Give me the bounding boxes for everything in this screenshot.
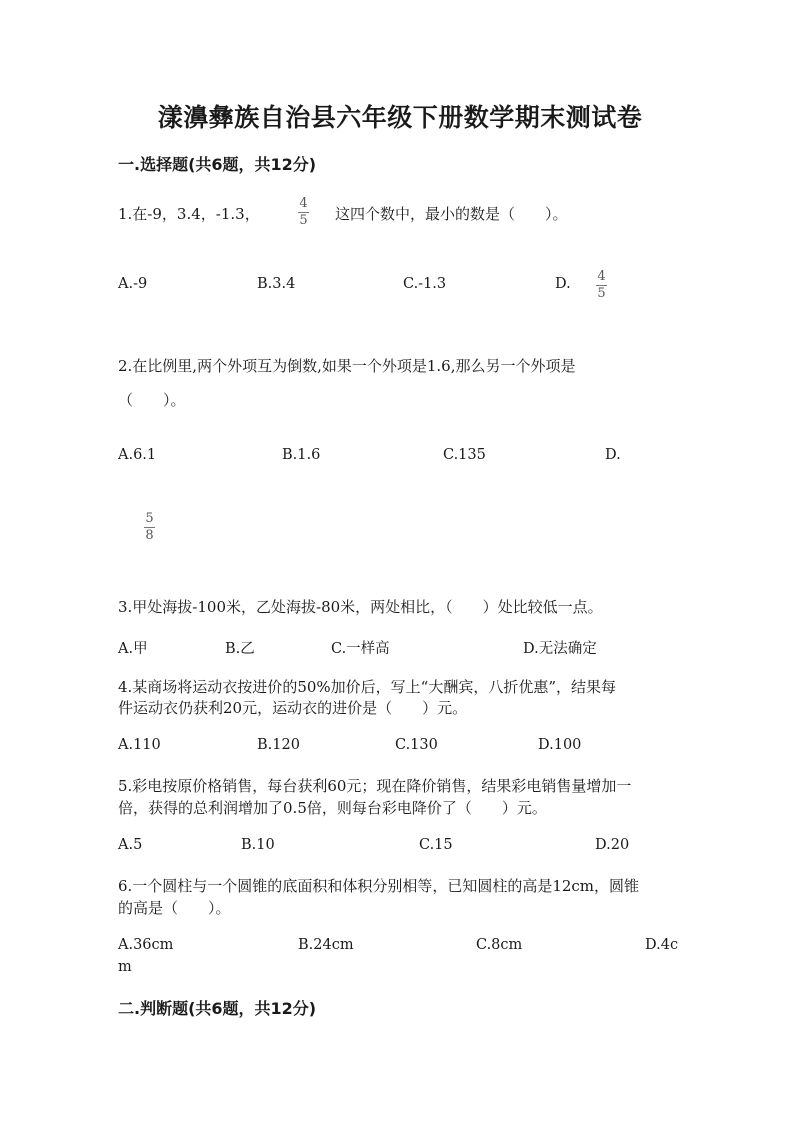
question-1-option-d[interactable]: D.	[555, 276, 571, 292]
fraction-denominator: 8	[145, 528, 154, 543]
section-heading-judgment: 二.判断题(共6题，共12分)	[118, 999, 317, 1018]
question-5-option-c[interactable]: C.15	[419, 837, 453, 853]
question-4-option-c[interactable]: C.130	[395, 737, 438, 753]
question-2-stem-line2: （ ）。	[118, 391, 186, 409]
question-1-stem-after: 这四个数中，最小的数是（ ）。	[335, 205, 568, 223]
question-5-stem-line2: 倍，获得的总利润增加了0.5倍，则每台彩电降价了（ ）元。	[118, 799, 547, 817]
question-4-option-b[interactable]: B.120	[257, 737, 300, 753]
question-1-option-a[interactable]: A.-9	[118, 276, 148, 292]
question-2-option-c[interactable]: C.135	[443, 447, 486, 463]
question-3-stem: 3.甲处海拔-100米，乙处海拔-80米，两处相比，（ ）处比较低一点。	[118, 598, 603, 616]
question-6-stem-line2: 的高是（ ）。	[118, 899, 231, 917]
question-4-option-d[interactable]: D.100	[538, 737, 582, 753]
question-4-stem-line2: 件运动衣仍获利20元，运动衣的进价是（ ）元。	[118, 699, 468, 717]
question-1-option-d-fraction	[596, 270, 607, 301]
question-6-option-d[interactable]: D.4c	[645, 937, 679, 953]
question-3-option-b[interactable]: B.乙	[225, 641, 255, 657]
question-6-option-c[interactable]: C.8cm	[476, 937, 523, 953]
question-6-option-a[interactable]: A.36cm	[118, 937, 174, 953]
question-1-option-b[interactable]: B.3.4	[257, 276, 296, 292]
question-6-option-b[interactable]: B.24cm	[298, 937, 354, 953]
question-2-option-a[interactable]: A.6.1	[118, 447, 157, 463]
question-1-option-c[interactable]: C.-1.3	[403, 276, 447, 292]
question-4-stem-line1: 4.某商场将运动衣按进价的50%加价后，写上“大酬宾，八折优惠”，结果每	[118, 678, 616, 696]
question-1-fraction	[298, 197, 309, 228]
fraction-numerator: 4	[597, 269, 606, 284]
question-1-stem-before: 1.在-9，3.4，-1.3，	[118, 205, 260, 223]
fraction-numerator: 5	[145, 511, 154, 526]
fraction-denominator: 5	[597, 286, 606, 301]
question-6-option-d-wrap: m	[118, 959, 132, 975]
page-title: 漾濞彝族自治县六年级下册数学期末测试卷	[157, 103, 643, 132]
question-5-option-d[interactable]: D.20	[595, 837, 630, 853]
question-4-option-a[interactable]: A.110	[118, 737, 161, 753]
question-3-option-c[interactable]: C.一样高	[331, 641, 390, 657]
fraction-numerator: 4	[299, 196, 308, 211]
question-3-option-d[interactable]: D.无法确定	[523, 641, 597, 657]
section-heading-choice: 一.选择题(共6题，共12分)	[118, 155, 317, 174]
question-5-option-a[interactable]: A.5	[118, 837, 143, 853]
question-3-option-a[interactable]: A.甲	[118, 641, 148, 657]
question-2-option-d[interactable]: D.	[605, 447, 621, 463]
question-5-option-b[interactable]: B.10	[241, 837, 275, 853]
fraction-denominator: 5	[299, 213, 308, 228]
question-2-option-b[interactable]: B.1.6	[282, 447, 321, 463]
question-5-stem-line1: 5.彩电按原价格销售，每台获利60元；现在降价销售，结果彩电销售量增加一	[118, 777, 632, 795]
question-2-stem-line1: 2.在比例里,两个外项互为倒数,如果一个外项是1.6,那么另一个外项是	[118, 357, 576, 375]
question-2-option-d-fraction	[144, 512, 155, 543]
question-6-stem-line1: 6.一个圆柱与一个圆锥的底面积和体积分别相等，已知圆柱的高是12cm，圆锥	[118, 877, 640, 895]
